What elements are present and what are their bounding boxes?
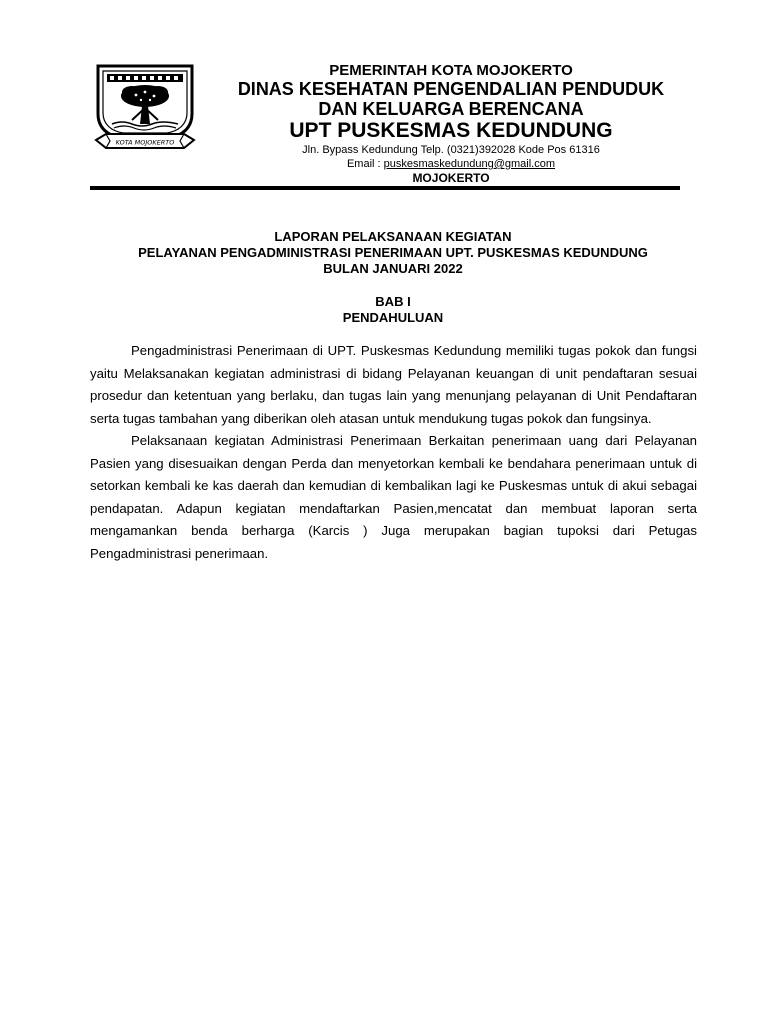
institution-name: UPT PUSKESMAS KEDUNDUNG bbox=[289, 119, 613, 142]
paragraph: Pelaksanaan kegiatan Administrasi Penerimaan Berkaitan penerimaan uang dari Pelayanan Pasien yang disesuaikan dengan Perda dan menyetorkan kembali ke bendahara penerimaan untuk di setorkan kembali ke kas daerah dan kemudian di kembalikan lagi ke Puskesmas untuk di akui sebagai pendapatan. Adapun kegiatan mendaftarkan Pasien,mencatat dan membuat laporan serta mengamankan benda berharga (Karcis ) Juga merupakan bagian tupoksi dari Petugas Pengadministrasi penerimaan. bbox=[90, 433, 697, 561]
report-title-line3: BULAN JANUARI 2022 bbox=[323, 261, 463, 276]
email-line bbox=[200, 157, 702, 171]
city-name: MOJOKERTO bbox=[412, 171, 490, 185]
report-title-line1: LAPORAN PELAKSANAAN KEGIATAN bbox=[274, 229, 512, 244]
chapter-title: PENDAHULUAN bbox=[342, 310, 444, 325]
chapter-heading bbox=[60, 294, 726, 326]
email-link[interactable]: puskesmaskedundung@gmail.com bbox=[383, 158, 556, 170]
government-name: PEMERINTAH KOTA MOJOKERTO bbox=[329, 62, 573, 79]
address-line: Jln. Bypass Kedundung Telp. (0321)392028 Kode Pos 61316 bbox=[302, 144, 600, 156]
letterhead-divider bbox=[90, 186, 680, 190]
report-title-line2: PELAYANAN PENGADMINISTRASI PENERIMAAN UPT. PUSKESMAS KEDUNDUNG bbox=[138, 245, 648, 260]
agency-name-line2: DAN KELUARGA BERENCANA bbox=[318, 99, 584, 119]
email-label: Email : bbox=[346, 158, 384, 170]
report-title bbox=[60, 229, 726, 277]
city-seal-logo bbox=[92, 62, 198, 150]
logo-banner-text: KOTA MOJOKERTO bbox=[115, 138, 175, 147]
body-text bbox=[90, 340, 697, 565]
chapter-number: BAB I bbox=[375, 294, 411, 309]
letterhead bbox=[200, 62, 702, 186]
paragraph: Pengadministrasi Penerimaan di UPT. Puskesmas Kedundung memiliki tugas pokok dan fungsi yaitu Melaksanakan kegiatan administrasi di bidang Pelayanan keuangan di unit pendaftaran sesuai prosedur dan ketentuan yang berlaku, dan tugas lain yang menunjang pelayanan di Unit Pendaftaran serta tugas tambahan yang diberikan oleh atasan untuk mendukung tugas pokok dan fungsinya. bbox=[90, 343, 697, 426]
agency-name-line1: DINAS KESEHATAN PENGENDALIAN PENDUDUK bbox=[237, 79, 665, 99]
